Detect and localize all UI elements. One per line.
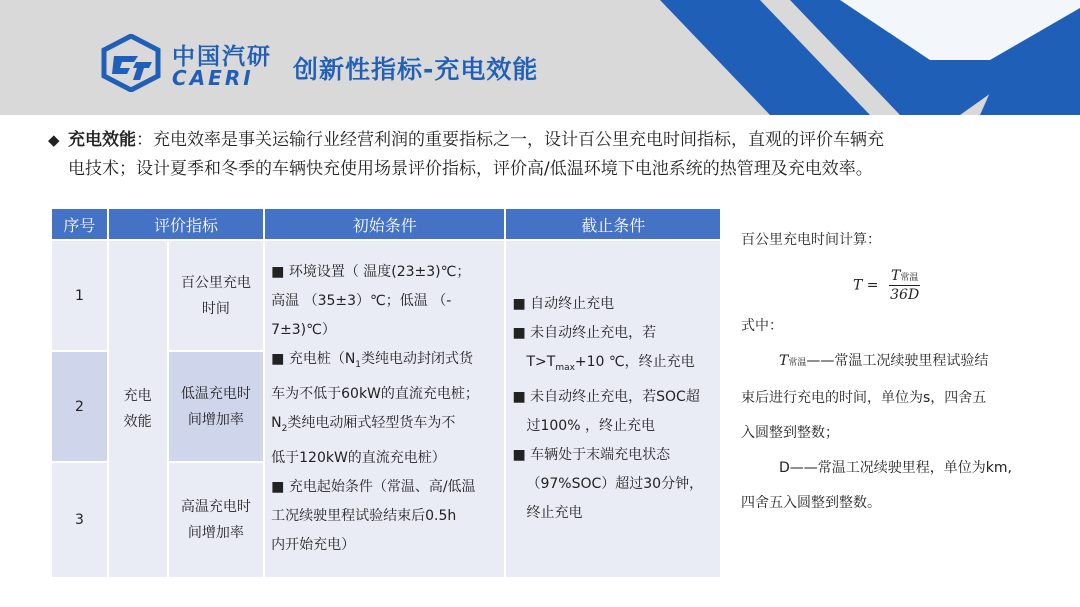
initial-item-text: 高温 （35±3）℃；低温 （- xyxy=(271,293,452,310)
formula-numerator-sub: 常温 xyxy=(900,273,919,283)
initial-item-text: 类纯电动封闭式货 xyxy=(361,351,474,368)
row-no: 3 xyxy=(52,463,107,577)
def2-line2: 四舍五入圆整到整数。 xyxy=(741,495,881,511)
header-cutoff: 截止条件 xyxy=(506,209,720,239)
initial-conditions-cell xyxy=(265,241,504,577)
cutoff-item-text: 过100% ，终止充电 xyxy=(526,417,655,434)
indicator-label: 百公里充电 xyxy=(180,274,251,291)
cutoff-item-text: ■ 未自动终止充电，若 xyxy=(512,325,657,342)
initial-item-text: N xyxy=(271,415,282,431)
brand-name-en: CAERI xyxy=(172,66,254,90)
cutoff-item-text: ■ 车辆处于末端充电状态 xyxy=(512,446,671,463)
initial-item-text: ■ 充电桩（N xyxy=(271,351,356,368)
formula-denominator: 36D xyxy=(890,287,920,303)
page-title: 创新性指标-充电效能 xyxy=(293,55,539,84)
notes-heading: 百公里充电时间计算： xyxy=(741,232,881,248)
formula-fraction xyxy=(889,268,920,303)
cutoff-item-text: ■ 自动终止充电 xyxy=(512,296,615,313)
indicator-label: 间增加率 xyxy=(187,411,244,428)
cutoff-item-text: 终止充电 xyxy=(526,504,583,521)
initial-item-text: 工况续驶里程试验结束后0.5h xyxy=(271,507,457,524)
initial-item-text: ■ 充电起始条件（常温、高/低温 xyxy=(271,478,476,495)
cutoff-item-text: T>T xyxy=(526,354,556,371)
initial-item-text: 类纯电动厢式轻型货车为不 xyxy=(287,415,456,431)
def1-sub: 常温 xyxy=(788,358,807,368)
initial-item-text: ■ 环境设置（ 温度(23±3)℃； xyxy=(271,264,471,281)
indicator-label: 间增加率 xyxy=(187,525,244,541)
header-initial: 初始条件 xyxy=(265,209,504,239)
indicator-label: 高温充电时 xyxy=(180,499,251,515)
row-no: 1 xyxy=(52,241,107,350)
cutoff-item-text: ■ 未自动终止充电，若SOC超 xyxy=(512,388,700,405)
formula-numerator: T xyxy=(890,268,901,284)
where-label: 式中： xyxy=(741,318,783,334)
indicator-cell xyxy=(169,241,264,350)
header-no: 序号 xyxy=(52,209,107,239)
subscript: max xyxy=(555,362,575,373)
indicator-label: 时间 xyxy=(201,300,230,317)
formula-lhs: T = xyxy=(853,277,879,294)
initial-item-text: 7±3)℃） xyxy=(271,322,336,339)
subscript: 2 xyxy=(281,423,288,434)
def1-line2: 束后进行充电的时间，单位为s，四舍五 xyxy=(741,390,987,406)
formula-notes xyxy=(741,225,1041,255)
cutoff-item-text: （97%SOC）超过30分钟， xyxy=(526,475,704,492)
caeri-logo-icon xyxy=(100,34,162,92)
indicator-cell xyxy=(169,463,264,577)
evaluation-table xyxy=(50,207,722,579)
indicator-cell xyxy=(169,352,264,461)
initial-item-text: 内开始充电） xyxy=(271,536,356,553)
diamond-bullet-icon: ◆ xyxy=(48,131,60,149)
initial-item-text: 车为不低于60kW的直流充电桩； xyxy=(271,386,479,402)
def1-symbol: T xyxy=(779,353,789,369)
intro-text-line1: ：充电效率是事关运输行业经营利润的重要指标之一，设计百公里充电时间指标，直观的评价车辆充 xyxy=(136,130,884,150)
row-no: 2 xyxy=(52,352,107,461)
header-band xyxy=(0,0,1080,115)
header-indicator: 评价指标 xyxy=(109,209,263,239)
category-label: 充电 效能 xyxy=(123,388,152,430)
cutoff-item-text: +10 ℃，终止充电 xyxy=(574,354,695,371)
initial-item-text: 低于120kW的直流充电桩） xyxy=(271,449,446,466)
cutoff-conditions-cell xyxy=(506,241,720,577)
intro-paragraph xyxy=(48,126,1048,184)
indicator-label: 低温充电时 xyxy=(180,385,251,402)
table-row xyxy=(52,241,720,350)
formula xyxy=(853,268,920,303)
brand-name-cn: 中国汽研 xyxy=(172,44,272,70)
def1-line3: 入圆整到整数； xyxy=(741,425,839,441)
def1-line1: ——常温工况续驶里程试验结 xyxy=(806,353,989,369)
def2-line1: D——常温工况续驶里程，单位为km, xyxy=(779,460,1012,476)
header-decoration xyxy=(0,0,1080,115)
definitions xyxy=(741,344,1041,521)
intro-lead: 充电效能 xyxy=(68,130,136,150)
intro-text-line2: 电技术；设计夏季和冬季的车辆快充使用场景评价指标，评价高/低温环境下电池系统的热管理及充电效率。 xyxy=(68,159,873,179)
category-cell xyxy=(109,241,167,577)
subscript: 1 xyxy=(355,360,362,370)
